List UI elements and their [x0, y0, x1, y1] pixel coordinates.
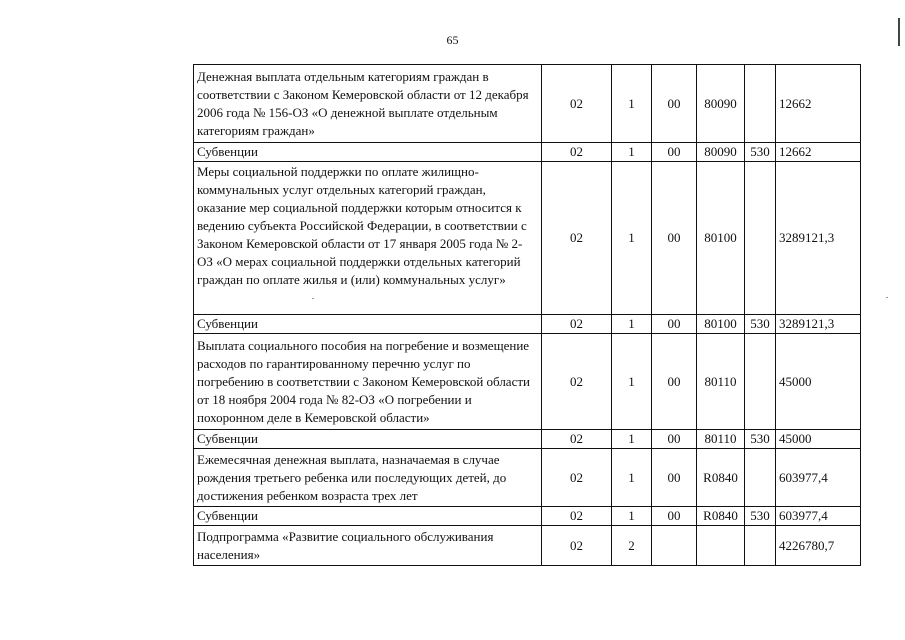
- direction-code: 00: [652, 507, 697, 526]
- expense-code: R0840: [697, 507, 745, 526]
- row-name: Субвенции: [194, 143, 542, 162]
- expense-code: 80090: [697, 65, 745, 143]
- subprogram-code: 1: [612, 507, 652, 526]
- table-row: [194, 65, 861, 143]
- expense-type-code: [745, 449, 776, 507]
- expense-code: [697, 526, 745, 566]
- section-code: 02: [542, 334, 612, 430]
- table-row: [194, 162, 861, 315]
- direction-code: 00: [652, 65, 697, 143]
- amount: 603977,4: [776, 449, 861, 507]
- direction-code: 00: [652, 162, 697, 315]
- section-code: 02: [542, 430, 612, 449]
- expense-code: R0840: [697, 449, 745, 507]
- row-name: Меры социальной поддержки по оплате жилищно-коммунальных услуг отдельных категорий граждан, оказание мер социальной поддержки которым относится к ведению субъекта Российской Федерации, в соответствии с Законом Кемеровской области от 17 января 2005 года № 2-ОЗ «О мерах социальной поддержки отдельных категорий граждан по оплате жилья и (или) коммунальных услуг»: [194, 162, 542, 315]
- row-name: Субвенции: [194, 315, 542, 334]
- expense-type-code: 530: [745, 143, 776, 162]
- direction-code: 00: [652, 334, 697, 430]
- row-name: Выплата социального пособия на погребение и возмещение расходов по гарантированному перечню услуг по погребению в соответствии с Законом Кемеровской области от 18 ноября 2004 года № 82-ОЗ «О погребении и похоронном деле в Кемеровской области»: [194, 334, 542, 430]
- subprogram-code: 1: [612, 143, 652, 162]
- scan-edge-mark: [898, 18, 900, 46]
- subprogram-code: 1: [612, 449, 652, 507]
- amount: 12662: [776, 143, 861, 162]
- section-code: 02: [542, 162, 612, 315]
- table-row: [194, 430, 861, 449]
- direction-code: [652, 526, 697, 566]
- section-code: 02: [542, 65, 612, 143]
- expense-type-code: [745, 65, 776, 143]
- section-code: 02: [542, 449, 612, 507]
- subprogram-code: 1: [612, 430, 652, 449]
- expense-code: 80100: [697, 162, 745, 315]
- expense-code: 80100: [697, 315, 745, 334]
- amount: 12662: [776, 65, 861, 143]
- expense-type-code: [745, 526, 776, 566]
- section-code: 02: [542, 143, 612, 162]
- row-name: Субвенции: [194, 507, 542, 526]
- table-row: [194, 526, 861, 566]
- table-row: [194, 507, 861, 526]
- amount: 3289121,3: [776, 315, 861, 334]
- expense-type-code: [745, 334, 776, 430]
- expense-type-code: 530: [745, 507, 776, 526]
- page-number: 65: [446, 33, 459, 47]
- amount: 45000: [776, 430, 861, 449]
- subprogram-code: 1: [612, 334, 652, 430]
- row-name: Субвенции: [194, 430, 542, 449]
- expense-type-code: [745, 162, 776, 315]
- row-name: Ежемесячная денежная выплата, назначаемая в случае рождения третьего ребенка или последующих детей, до достижения ребенком возраста трех лет: [194, 449, 542, 507]
- expense-code: 80110: [697, 430, 745, 449]
- table-row: [194, 449, 861, 507]
- amount: 3289121,3: [776, 162, 861, 315]
- direction-code: 00: [652, 430, 697, 449]
- scan-speck: [886, 297, 888, 298]
- direction-code: 00: [652, 449, 697, 507]
- amount: 603977,4: [776, 507, 861, 526]
- table-row: [194, 143, 861, 162]
- row-name: Денежная выплата отдельным категориям граждан в соответствии с Законом Кемеровской области от 12 декабря 2006 года № 156-ОЗ «О денежной выплате отдельным категориям граждан»: [194, 65, 542, 143]
- subprogram-code: 1: [612, 162, 652, 315]
- section-code: 02: [542, 526, 612, 566]
- subprogram-code: 1: [612, 315, 652, 334]
- section-code: 02: [542, 507, 612, 526]
- expense-code: 80090: [697, 143, 745, 162]
- expense-type-code: 530: [745, 315, 776, 334]
- amount: 4226780,7: [776, 526, 861, 566]
- table-row: [194, 315, 861, 334]
- subprogram-code: 2: [612, 526, 652, 566]
- section-code: 02: [542, 315, 612, 334]
- table-row: [194, 334, 861, 430]
- direction-code: 00: [652, 143, 697, 162]
- amount: 45000: [776, 334, 861, 430]
- budget-table: [193, 64, 861, 566]
- expense-code: 80110: [697, 334, 745, 430]
- subprogram-code: 1: [612, 65, 652, 143]
- direction-code: 00: [652, 315, 697, 334]
- expense-type-code: 530: [745, 430, 776, 449]
- row-name: Подпрограмма «Развитие социального обслуживания населения»: [194, 526, 542, 566]
